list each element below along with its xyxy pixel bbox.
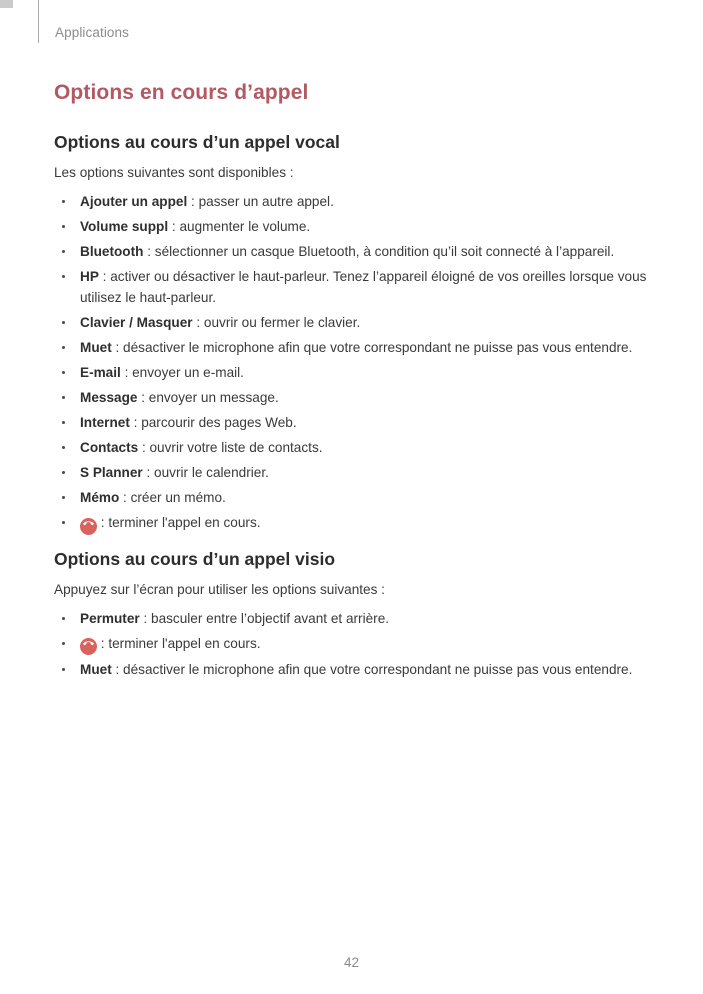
list-item [54, 191, 656, 212]
section-intro-video-call: Appuyez sur l’écran pour utiliser les options suivantes : [54, 581, 385, 597]
section-heading-video-call: Options au cours d’un appel visio [54, 548, 336, 569]
list-item [54, 387, 656, 408]
option-term: Permuter [80, 610, 140, 626]
option-desc: : activer ou désactiver le haut-parleur. Tenez l’appareil éloigné de vos oreilles lorsque vous utilisez le haut-parleur. [80, 269, 647, 305]
option-desc: : passer un autre appel. [187, 194, 334, 209]
option-term: Message [80, 390, 138, 405]
list-item-end-call [54, 633, 656, 656]
option-desc: : terminer l'appel en cours. [97, 515, 261, 530]
end-call-icon [80, 638, 97, 655]
option-desc: : ouvrir ou fermer le clavier. [192, 315, 361, 330]
list-item [54, 487, 656, 508]
page-title: Options en cours d’appel [54, 81, 309, 104]
video-call-options-list [54, 608, 656, 681]
list-item [54, 216, 656, 237]
page-content [54, 0, 656, 684]
list-item-end-call [54, 512, 656, 535]
option-term: Clavier / Masquer [80, 315, 193, 330]
option-term: E-mail [80, 365, 121, 380]
option-term: Muet [80, 340, 112, 355]
option-term: Mémo [80, 490, 120, 505]
option-term: Internet [80, 415, 130, 430]
voice-call-options-list [54, 191, 656, 535]
section-heading-voice-call: Options au cours d’un appel vocal [54, 132, 340, 152]
option-term: HP [80, 269, 99, 284]
option-desc: : envoyer un e-mail. [120, 365, 244, 380]
option-desc: : ouvrir le calendrier. [142, 465, 269, 480]
option-desc: : désactiver le microphone afin que votre correspondant ne puisse pas vous entendre. [111, 340, 633, 355]
option-term: Volume suppl [80, 219, 169, 234]
option-desc: : augmenter le volume. [168, 219, 311, 234]
list-item [54, 608, 656, 629]
option-term: Bluetooth [80, 244, 144, 259]
running-header: Applications [55, 25, 129, 40]
header-divider [38, 0, 39, 43]
option-desc: : créer un mémo. [119, 490, 226, 505]
list-item [54, 462, 656, 483]
option-desc: : basculer entre l’objectif avant et arrière. [139, 610, 390, 626]
option-desc: : sélectionner un casque Bluetooth, à condition qu’il soit connecté à l’appareil. [143, 244, 615, 259]
list-item [54, 437, 656, 458]
list-item [54, 312, 656, 333]
corner-mark [0, 0, 13, 8]
end-call-icon [80, 518, 97, 535]
list-item [54, 266, 656, 308]
option-desc: : terminer l'appel en cours. [97, 635, 261, 651]
list-item [54, 362, 656, 383]
option-term: Ajouter un appel [80, 194, 188, 209]
option-term: Contacts [80, 440, 139, 455]
page-number: 42 [343, 955, 360, 970]
option-desc: : envoyer un message. [137, 390, 279, 405]
list-item [54, 337, 656, 358]
list-item [54, 659, 656, 680]
option-desc: : parcourir des pages Web. [129, 415, 297, 430]
option-desc: : ouvrir votre liste de contacts. [138, 440, 323, 455]
option-desc: : désactiver le microphone afin que votre correspondant ne puisse pas vous entendre. [111, 662, 633, 677]
option-term: S Planner [80, 465, 143, 480]
section-intro-voice-call: Les options suivantes sont disponibles : [54, 165, 294, 180]
option-term: Muet [80, 662, 112, 677]
list-item [54, 241, 656, 262]
list-item [54, 412, 656, 433]
